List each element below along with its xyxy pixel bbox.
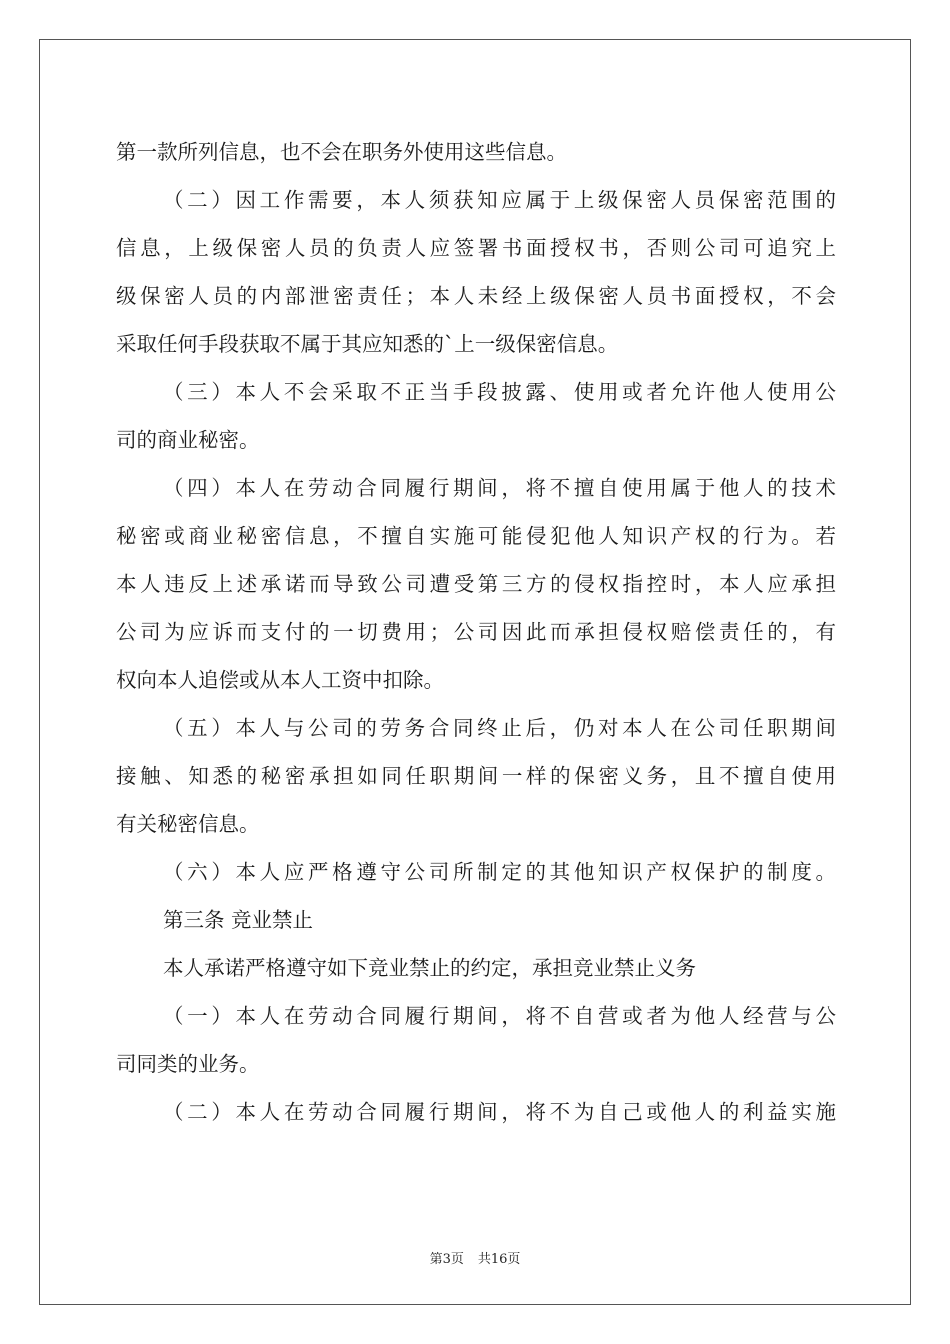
text-line: （五）本人与公司的劳务合同终止后，仍对本人在公司任职期间 — [163, 716, 836, 740]
text-line: （三）本人不会采取不正当手段披露、使用或者允许他人使用公 — [163, 380, 836, 404]
text-line: （六）本人应严格遵守公司所制定的其他知识产权保护的制度。 — [163, 860, 836, 884]
text-line: 接触、知悉的秘密承担如同任职期间一样的保密义务，且不擅自使用 — [116, 764, 836, 788]
text-line: 司的商业秘密。 — [116, 428, 260, 452]
text-line: 第三条 竞业禁止 — [163, 908, 314, 932]
document-body — [116, 128, 836, 1136]
text-line: 有关秘密信息。 — [116, 812, 260, 836]
text-line: （四）本人在劳动合同履行期间，将不擅自使用属于他人的技术 — [163, 476, 836, 500]
text-line: 司同类的业务。 — [116, 1052, 260, 1076]
page-footer — [0, 1248, 950, 1267]
text-line: 秘密或商业秘密信息，不擅自实施可能侵犯他人知识产权的行为。若 — [116, 524, 836, 548]
text-line: 采取任何手段获取不属于其应知悉的`上一级保密信息。 — [116, 332, 619, 356]
page-number-current: 第3页 — [429, 1252, 464, 1267]
page-number-total: 共16页 — [477, 1252, 521, 1267]
text-line: 权向本人追偿或从本人工资中扣除。 — [116, 668, 444, 692]
text-line: （一）本人在劳动合同履行期间，将不自营或者为他人经营与公 — [163, 1004, 836, 1028]
text-line: 本人违反上述承诺而导致公司遭受第三方的侵权指控时，本人应承担 — [116, 572, 836, 596]
text-line: （二）因工作需要，本人须获知应属于上级保密人员保密范围的 — [163, 188, 836, 212]
text-line: （二）本人在劳动合同履行期间，将不为自己或他人的利益实施 — [163, 1100, 836, 1124]
text-line: 公司为应诉而支付的一切费用；公司因此而承担侵权赔偿责任的，有 — [116, 620, 836, 644]
text-line: 第一款所列信息，也不会在职务外使用这些信息。 — [116, 140, 567, 164]
text-line: 本人承诺严格遵守如下竞业禁止的约定，承担竞业禁止义务 — [163, 956, 696, 980]
text-line: 信息，上级保密人员的负责人应签署书面授权书，否则公司可追究上 — [116, 236, 836, 260]
text-line: 级保密人员的内部泄密责任；本人未经上级保密人员书面授权，不会 — [116, 284, 836, 308]
